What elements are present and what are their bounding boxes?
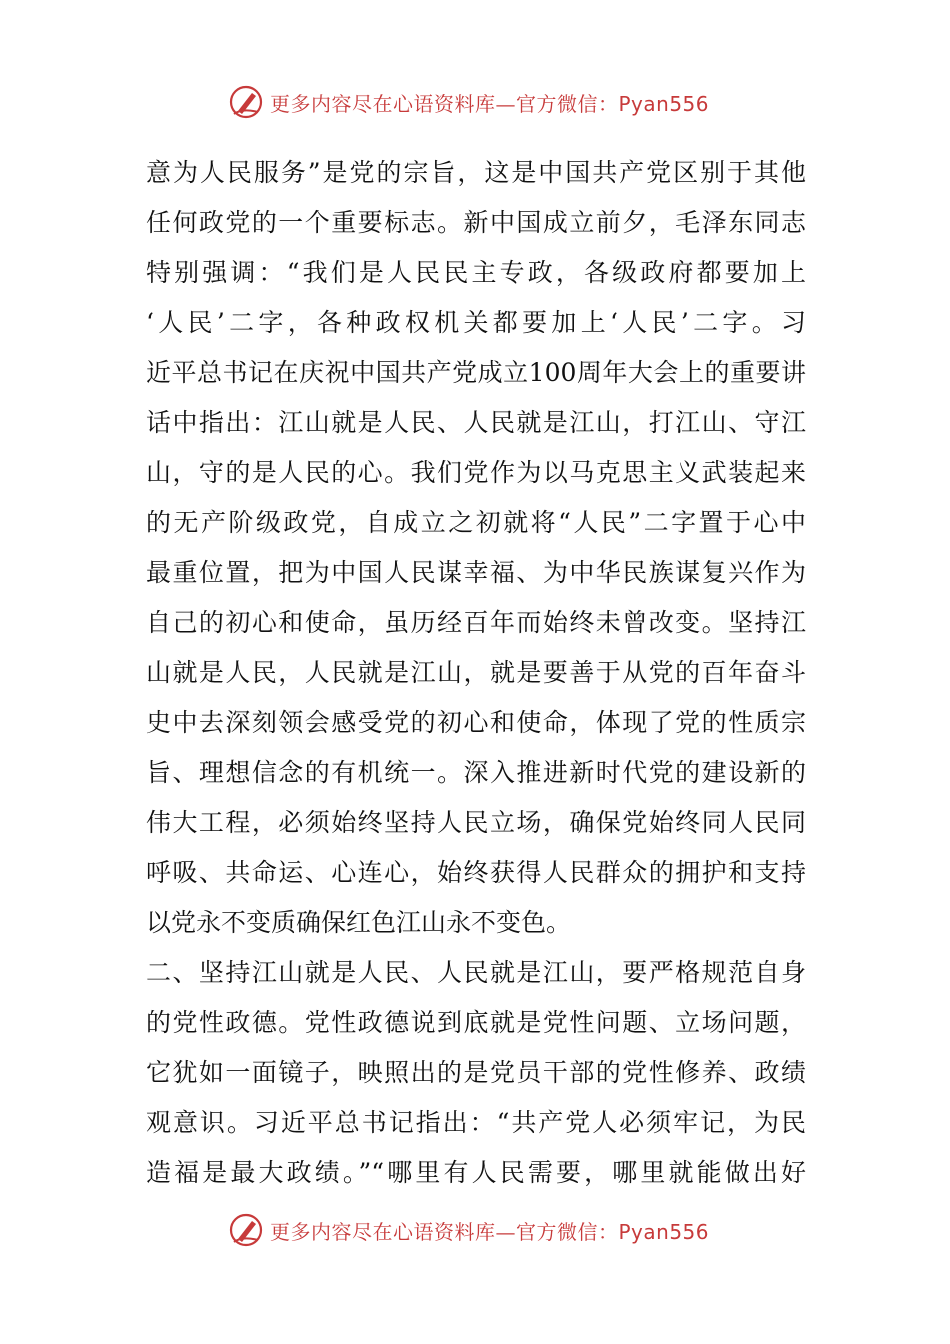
pen-logo-icon xyxy=(228,84,264,120)
text-line: 的无产阶级政党，自成立之初就将“人民”二字置于心中 xyxy=(146,508,806,537)
text-line: 自己的初心和使命，虽历经百年而始终未曾改变。坚持江 xyxy=(146,608,806,637)
text-line: 造福是最大政绩。”“哪里有人民需要，哪里就能做出好 xyxy=(146,1158,806,1187)
header-site-text: 更多内容尽在心语资料库 xyxy=(270,91,496,116)
footer-wechat-label: 官方微信： xyxy=(516,1219,619,1244)
header-wechat-label: 官方微信： xyxy=(516,91,619,116)
footer-separator: — xyxy=(495,1219,516,1244)
text-line: 话中指出：江山就是人民、人民就是江山，打江山、守江 xyxy=(146,408,806,437)
header-separator: — xyxy=(495,91,516,116)
footer-wechat-id: Pyan556 xyxy=(618,1219,710,1244)
header-banner xyxy=(228,82,728,122)
text-line: 伟大工程，必须始终坚持人民立场，确保党始终同人民同 xyxy=(146,808,806,837)
text-line: 史中去深刻领会感受党的初心和使命，体现了党的性质宗 xyxy=(146,708,806,737)
text-line: ‘人民’二字，各种政权机关都要加上‘人民’二字。习 xyxy=(146,308,806,337)
header-banner-text xyxy=(270,88,709,117)
text-line: 任何政党的一个重要标志。新中国成立前夕，毛泽东同志 xyxy=(146,208,806,237)
footer-banner-text xyxy=(270,1216,709,1245)
footer-banner xyxy=(228,1210,728,1250)
text-line: 旨、理想信念的有机统一。深入推进新时代党的建设新的 xyxy=(146,758,806,787)
text-line: 特别强调：“我们是人民民主专政，各级政府都要加上 xyxy=(146,258,806,287)
text-line: 山，守的是人民的心。我们党作为以马克思主义武装起来 xyxy=(146,458,806,487)
text-line: 二、坚持江山就是人民、人民就是江山，要严格规范自身 xyxy=(146,958,806,987)
text-line: 呼吸、共命运、心连心，始终获得人民群众的拥护和支持 xyxy=(146,858,806,887)
text-line: 山就是人民，人民就是江山，就是要善于从党的百年奋斗 xyxy=(146,658,806,687)
text-line: 它犹如一面镜子，映照出的是党员干部的党性修养、政绩 xyxy=(146,1058,806,1087)
text-line: 近平总书记在庆祝中国共产党成立100周年大会上的重要讲 xyxy=(146,358,806,387)
footer-site-text: 更多内容尽在心语资料库 xyxy=(270,1219,496,1244)
text-line: 意为人民服务”是党的宗旨，这是中国共产党区别于其他 xyxy=(146,158,806,187)
text-line: 观意识。习近平总书记指出：“共产党人必须牢记，为民 xyxy=(146,1108,806,1137)
header-wechat-id: Pyan556 xyxy=(618,91,710,116)
body-text xyxy=(146,148,806,1198)
text-line: 以党永不变质确保红色江山永不变色。 xyxy=(146,908,572,937)
pen-logo-icon xyxy=(228,1212,264,1248)
text-line: 最重位置，把为中国人民谋幸福、为中华民族谋复兴作为 xyxy=(146,558,806,587)
text-line: 的党性政德。党性政德说到底就是党性问题、立场问题， xyxy=(146,1008,806,1037)
